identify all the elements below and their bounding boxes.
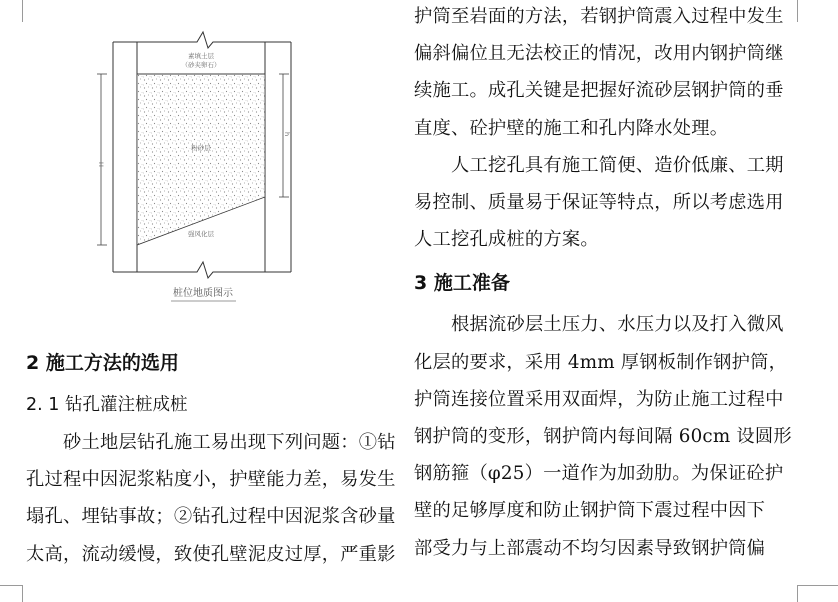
text-line: 偏斜偏位且无法校正的情况，改用内钢护筒继 (414, 43, 784, 65)
text-line: 孔过程中因泥浆粘度小，护壁能力差，易发生 (26, 469, 396, 491)
text-line: 人工挖孔具有施工简便、造价低廉、工期 (451, 154, 784, 176)
text-line: 根据流砂层土压力、水压力以及打入微风 (451, 314, 784, 336)
left-column (26, 350, 404, 573)
text-line: 护筒至岩面的方法，若钢护筒震入过程中发生 (414, 6, 784, 27)
right-paragraph-1 (414, 0, 794, 147)
right-dimension-label: h (283, 132, 291, 137)
pile-geology-figure (95, 22, 395, 312)
left-dimension-label: H (97, 162, 105, 167)
label-top-layer-1: 素填土层 (188, 52, 214, 60)
text-line: 续施工。成孔关键是把握好流砂层钢护筒的垂 (414, 80, 784, 102)
section-heading-3: 3 施工准备 (414, 272, 510, 295)
right-paragraph-3 (414, 306, 794, 566)
text-line: 化层的要求，采用 4mm 厚钢板制作钢护筒， (414, 351, 788, 373)
text-line: 钢筋箍（φ25）一道作为加劲肋。为保证砼护 (414, 463, 784, 485)
crop-mark-bottom-left-h (0, 585, 22, 586)
label-bottom-layer: 强风化层 (188, 230, 214, 238)
crop-mark-top-right (797, 0, 798, 22)
text-line: 太高，流动缓慢，致使孔壁泥皮过厚，严重影 (26, 543, 396, 565)
text-line: 人工挖孔成桩的方案。 (414, 229, 599, 251)
text-line: 钢护筒的变形，钢护筒内每间隔 60cm 设圆形 (414, 426, 792, 448)
text-line: 护筒连接位置采用双面焊，为防止施工过程中 (414, 388, 784, 410)
label-middle-layer: 粉砂层 (191, 144, 211, 152)
crop-mark-bottom-right-h (798, 585, 838, 586)
crop-mark-top-left (22, 0, 23, 22)
label-top-layer-2: （砂夹卵石） (181, 61, 221, 69)
bottom-break-line (113, 262, 291, 278)
text-line: 砂土地层钻孔施工易出现下列问题：①钻 (63, 432, 396, 453)
section-heading-2: 2 施工方法的选用 (26, 352, 179, 374)
text-line: 易控制、质量易于保证等特点，所以考虑选用 (414, 192, 784, 214)
pile-geology-drawing (95, 22, 395, 312)
left-paragraph (26, 424, 404, 573)
right-paragraph-2 (414, 147, 794, 259)
figure-caption: 桩位地质图示 (173, 288, 233, 299)
right-column (414, 0, 794, 567)
text-line: 壁的足够厚度和防止钢护筒下震过程中因下 (414, 500, 766, 522)
top-break-line (113, 32, 291, 48)
crop-mark-bottom-left-v (22, 585, 23, 602)
silty-sand-layer (137, 74, 265, 245)
crop-mark-bottom-right-v (797, 585, 798, 602)
text-line: 塌孔、埋钻事故；②钻孔过程中因泥浆含砂量 (26, 506, 396, 528)
subsection-heading-2-1: 2. 1 钻孔灌注桩成桩 (26, 395, 188, 415)
text-line: 部受力与上部震动不均匀因素导致钢护筒偏 (414, 537, 766, 559)
text-line: 直度、砼护壁的施工和孔内降水处理。 (414, 117, 729, 139)
